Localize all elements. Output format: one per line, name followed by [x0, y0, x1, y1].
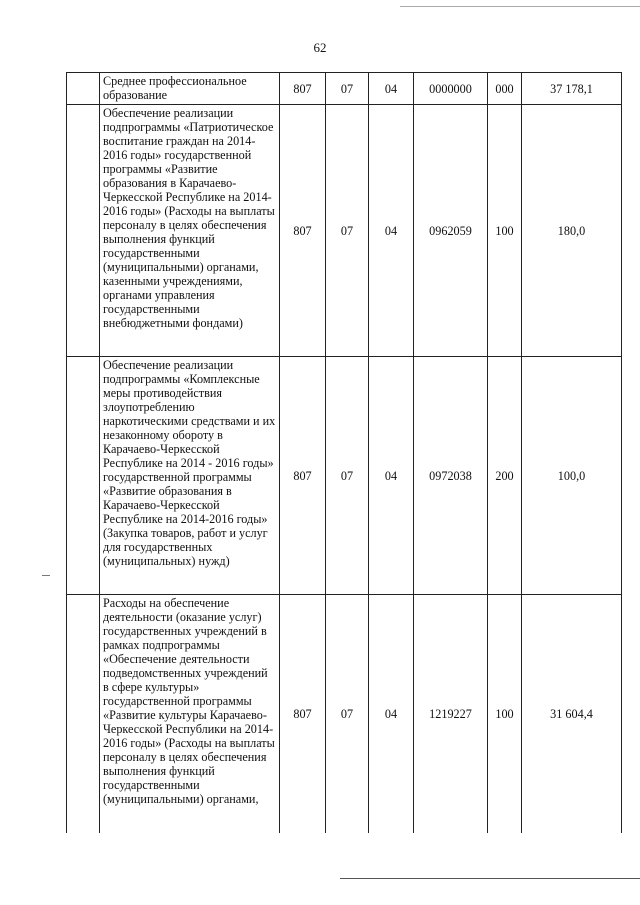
- amount-cell: 100,0: [522, 357, 622, 595]
- target-article-cell: 0972038: [414, 357, 488, 595]
- row-number-cell: [67, 105, 100, 357]
- row-number-cell: [67, 357, 100, 595]
- bottom-trim-line: [340, 878, 640, 879]
- amount-cell: 31 604,4: [522, 595, 622, 833]
- section-code-cell: 07: [326, 595, 369, 833]
- section-code-cell: 07: [326, 357, 369, 595]
- subsection-code-cell: 04: [369, 73, 414, 105]
- description-cell: Обеспечение реализации подпрограммы «Патриотическое воспитание граждан на 2014-2016 годы» государственной программы «Развитие образования в Карачаево-Черкесской Республике на 2014-2016 годы» (Расходы на выплаты персоналу в целях обеспечения выполнения функций государственными (муниципальными) органами, казенными учреждениями, органами управления государственными внебюджетными фондами): [100, 105, 280, 357]
- section-code-cell: 07: [326, 73, 369, 105]
- expense-type-cell: 200: [488, 357, 522, 595]
- expense-type-cell: 100: [488, 595, 522, 833]
- department-code-cell: 807: [280, 595, 326, 833]
- amount-cell: 37 178,1: [522, 73, 622, 105]
- target-article-cell: 0962059: [414, 105, 488, 357]
- table-row: [67, 595, 622, 833]
- description-cell: Среднее профессиональное образование: [100, 73, 280, 105]
- department-code-cell: 807: [280, 73, 326, 105]
- subsection-code-cell: 04: [369, 595, 414, 833]
- table-row: [67, 105, 622, 357]
- target-article-cell: 1219227: [414, 595, 488, 833]
- subsection-code-cell: 04: [369, 105, 414, 357]
- row-number-cell: [67, 73, 100, 105]
- target-article-cell: 0000000: [414, 73, 488, 105]
- amount-cell: 180,0: [522, 105, 622, 357]
- row-number-cell: [67, 595, 100, 833]
- subsection-code-cell: 04: [369, 357, 414, 595]
- description-cell: Расходы на обеспечение деятельности (оказание услуг) государственных учреждений в рамках подпрограммы «Обеспечение деятельности подведомственных учреждений в сфере культуры» государственной программы «Развитие культуры Карачаево-Черкесской Республики на 2014-2016 годы» (Расходы на выплаты персоналу в целях обеспечения выполнения функций государственными (муниципальными) органами,: [100, 595, 280, 833]
- table-row: [67, 357, 622, 595]
- page-number: 62: [313, 40, 327, 55]
- table-row: [67, 73, 622, 105]
- top-trim-line: [400, 6, 640, 7]
- margin-mark: [42, 575, 50, 576]
- department-code-cell: 807: [280, 357, 326, 595]
- expense-type-cell: 000: [488, 73, 522, 105]
- description-cell: Обеспечение реализации подпрограммы «Комплексные меры противодействия злоупотреблению наркотическими средствами и их незаконному обороту в Карачаево-Черкесской Республике на 2014 - 2016 годы» государственной программы «Развитие образования в Карачаево-Черкесской Республике на 2014-2016 годы» (Закупка товаров, работ и услуг для государственных (муниципальных) нужд): [100, 357, 280, 595]
- section-code-cell: 07: [326, 105, 369, 357]
- budget-table: [66, 72, 622, 833]
- expense-type-cell: 100: [488, 105, 522, 357]
- department-code-cell: 807: [280, 105, 326, 357]
